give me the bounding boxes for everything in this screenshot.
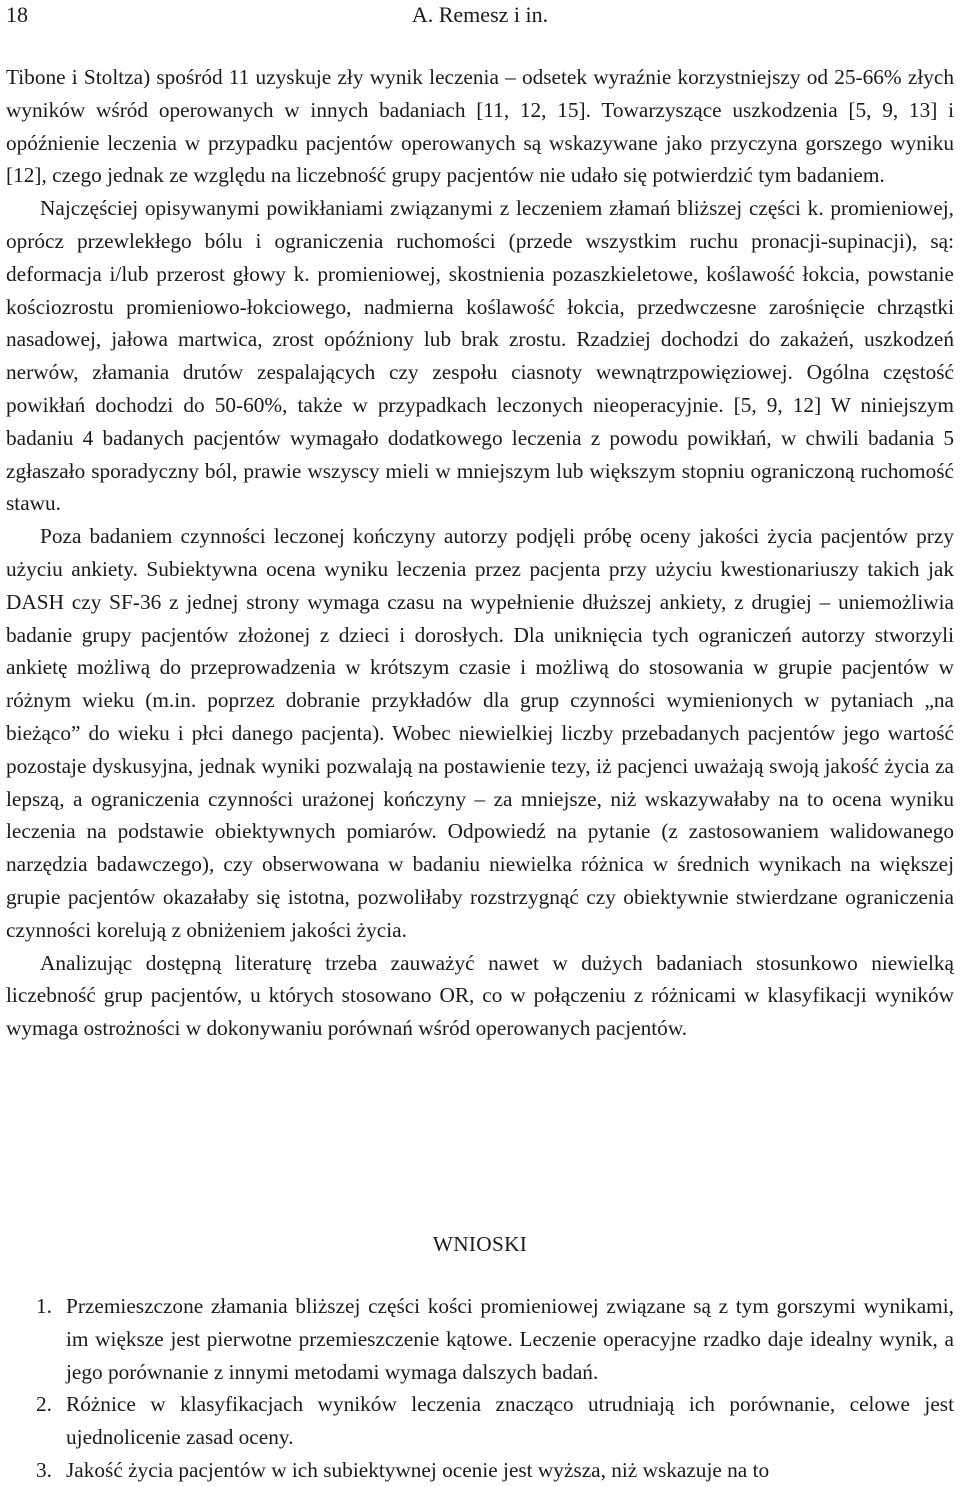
body-text	[6, 61, 954, 1045]
conclusion-item	[6, 1454, 954, 1487]
section-heading-conclusions: WNIOSKI	[432, 1232, 528, 1256]
page-header	[6, 2, 954, 32]
conclusion-item	[6, 1290, 954, 1388]
paragraph: Analizując dostępną literaturę trzeba zauważyć nawet w dużych badaniach stosunkowo niewielką liczebność grup pacjentów, u których stosowano OR, co w połączeniu z różnicami w klasyfikacji wyników wymaga ostrożności w dokonywaniu porównań wśród operowanych pacjentów.	[6, 950, 954, 1041]
paragraph: Tibone i Stoltza) spośród 11 uzyskuje zły wynik leczenia – odsetek wyraźnie korzystniejszy od 25-66% złych wyników wśród operowanych w innych badaniach [11, 12, 15]. Towarzyszące uszkodzenia [5, 9, 13] i opóźnienie leczenia w przypadku pacjentów operowanych są wskazywane jako przyczyna gorszego wyniku [12], czego jednak ze względu na liczebność grupy pacjentów nie udało się potwierdzić tym badaniem.	[6, 65, 954, 188]
conclusions-list	[6, 1290, 954, 1487]
page-number: 18	[6, 2, 28, 27]
conclusion-number: 1.	[36, 1294, 52, 1318]
conclusion-item	[6, 1388, 954, 1454]
conclusion-text: Różnice w klasyfikacjach wyników leczenia znacząco utrudniają ich porównanie, celowe jest ujednolicenie zasad oceny.	[66, 1392, 954, 1450]
conclusion-number: 2.	[36, 1392, 52, 1417]
conclusion-text: Jakość życia pacjentów w ich subiektywnej ocenie jest wyższa, niż wskazuje na to	[66, 1457, 770, 1482]
paragraph: Poza badaniem czynności leczonej kończyny autorzy podjęli próbę oceny jakości życia pacjentów przy użyciu ankiety. Subiektywna ocena wyniku leczenia przez pacjenta przy użyciu kwestionariuszy takich jak DASH czy SF-36 z jednej strony wymaga czasu na wypełnienie dłuższej ankiety, z drugiej – uniemożliwia badanie grupy pacjentów złożonej z dzieci i dorosłych. Dla uniknięcia tych ograniczeń autorzy stworzyli ankietę możliwą do przeprowadzenia w krótszym czasie i możliwą do stosowania w grupie pacjentów w różnym wieku (m.in. poprzez dobranie przykładów dla grup czynności wymienionych w pytaniach „na bieżąco” do wieku i płci danego pacjenta). Wobec niewielkiej liczby przebadanych pacjentów jego wartość pozostaje dyskusyjna, jednak wyniki pozwalają na postawienie tezy, iż pacjenci uważają swoją jakość życia za lepszą, a ograniczenia czynności urażonej kończyny – za mniejsze, niż wskazywałaby na to ocena wyniku leczenia na podstawie obiektywnych pomiarów. Odpowiedź na pytanie (z zastosowaniem walidowanego narzędzia badawczego), czy obserwowana w badaniu niewielka różnica w średnich wynikach na większej grupie pacjentów okazałaby się istotna, pozwoliłaby rozstrzygnąć czy obiektywnie stwierdzane ograniczenia czynności korelują z obniżeniem jakości życia.	[6, 524, 954, 942]
running-head: A. Remesz i in.	[411, 2, 549, 27]
paragraph: Najczęściej opisywanymi powikłaniami związanymi z leczeniem złamań bliższej części k. promieniowej, oprócz przewlekłego bólu i ograniczenia ruchomości (przede wszystkim ruchu pronacji-supinacji), są: deformacja i/lub przerost głowy k. promieniowej, skostnienia pozaszkieletowe, koślawość łokcia, powstanie kościozrostu promieniowo-łokciowego, nadmierna koślawość łokcia, przedwczesne zarośnięcie chrząstki nasadowej, jałowa martwica, zrost opóźniony lub brak zrostu. Rzadziej dochodzi do zakażeń, uszkodzeń nerwów, złamania drutów zespalających czy zespołu ciasnoty wewnątrzpowięziowej. Ogólna częstość powikłań dochodzi do 50-60%, także w przypadkach leczonych nieoperacyjnie. [5, 9, 12] W niniejszym badaniu 4 badanych pacjentów wymagało dodatkowego leczenia z powodu powikłań, w chwili badania 5 zgłaszało sporadyczny ból, prawie wszyscy mieli w mniejszym lub większym stopniu ograniczoną ruchomość stawu.	[6, 196, 954, 516]
conclusion-text: Przemieszczone złamania bliższej części kości promieniowej związane są z tym gorszymi wynikami, im większe jest pierwotne przemieszczenie kątowe. Leczenie operacyjne rzadko daje idealny wynik, a jego porównanie z innymi metodami wymaga dalszych badań.	[66, 1294, 954, 1384]
conclusion-number: 3.	[36, 1457, 52, 1482]
